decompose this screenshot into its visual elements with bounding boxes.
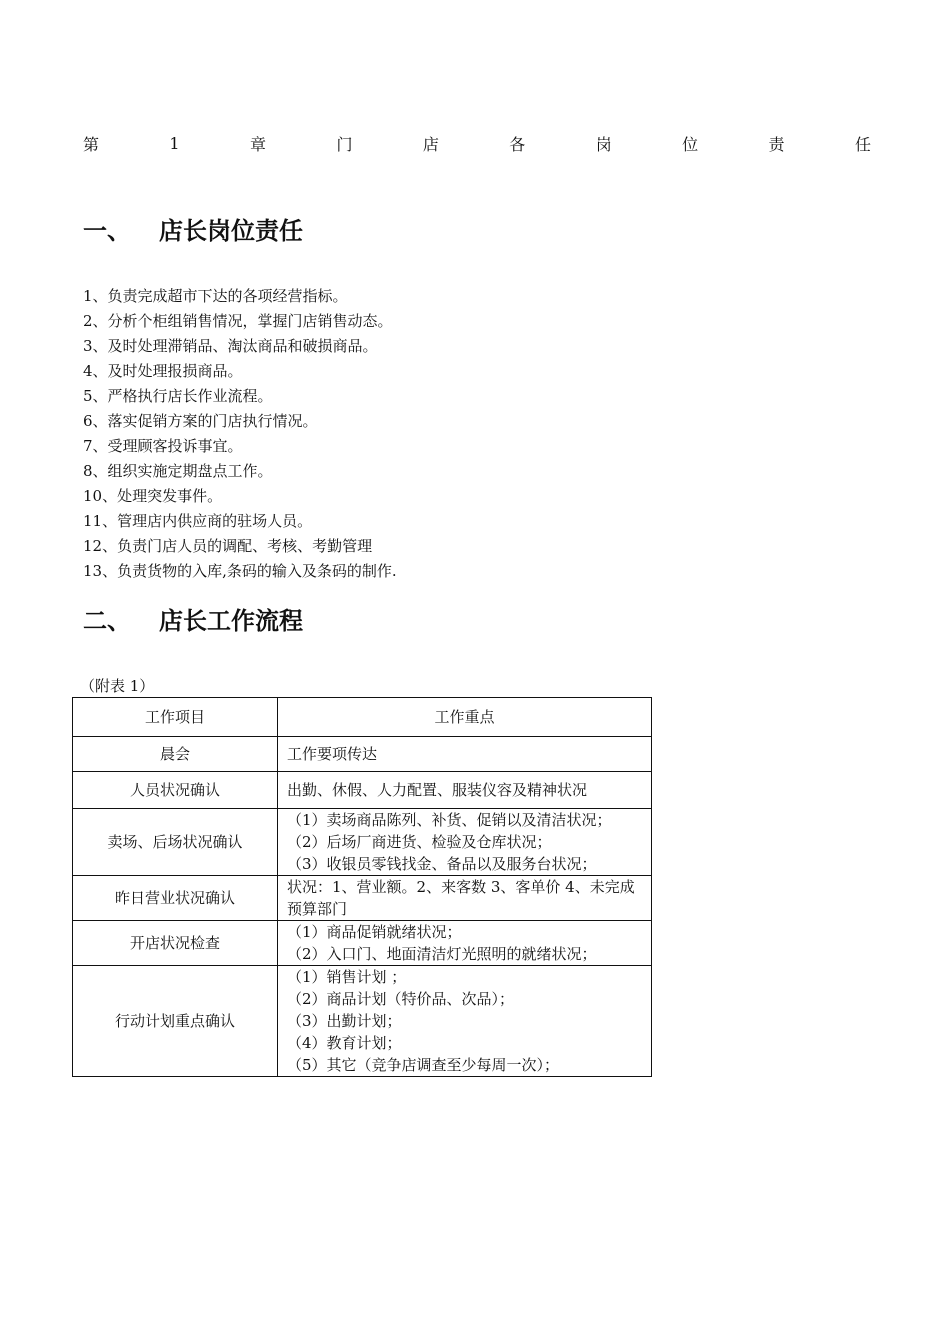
section-number: 一、 <box>83 217 131 245</box>
column-header-item: 工作项目 <box>73 698 278 737</box>
chapter-title <box>83 130 871 156</box>
duty-item: 1、负责完成超市下达的各项经营指标。 <box>83 287 348 305</box>
table-cell-focus <box>278 921 652 966</box>
duty-list <box>83 284 397 584</box>
duty-item: 7、受理顾客投诉事宜。 <box>83 437 243 455</box>
focus-line: （2）后场厂商进货、检验及仓库状况； <box>287 833 552 851</box>
section-title: 店长工作流程 <box>159 607 303 635</box>
table-cell-item: 人员状况确认 <box>73 772 278 809</box>
duty-item: 4、及时处理报损商品。 <box>83 362 243 380</box>
table-cell-item: 开店状况检查 <box>73 921 278 966</box>
table-cell-focus <box>278 876 652 921</box>
duty-item: 8、组织实施定期盘点工作。 <box>83 462 273 480</box>
table-row <box>73 737 652 772</box>
duty-item: 3、及时处理滞销品、淘汰商品和破损商品。 <box>83 337 378 355</box>
focus-line: （3）收银员零钱找金、备品以及服务台状况； <box>287 855 597 873</box>
chapter-title-char: 1 <box>169 133 180 153</box>
duty-item: 5、严格执行店长作业流程。 <box>83 387 273 405</box>
table-row <box>73 809 652 876</box>
table-header-row <box>73 698 652 737</box>
chapter-title-char: 各 <box>509 134 526 154</box>
focus-line: （1）商品促销就绪状况； <box>287 923 462 941</box>
focus-line: （1）卖场商品陈列、补货、促销以及清洁状况； <box>287 811 612 829</box>
duty-item: 2、分析个柜组销售情况，掌握门店销售动态。 <box>83 312 393 330</box>
table-row <box>73 772 652 809</box>
duty-item: 6、落实促销方案的门店执行情况。 <box>83 412 318 430</box>
chapter-title-char: 店 <box>422 134 439 154</box>
table-cell-item: 昨日营业状况确认 <box>73 876 278 921</box>
table-cell-item: 卖场、后场状况确认 <box>73 809 278 876</box>
table-row <box>73 921 652 966</box>
duty-item: 10、处理突发事件。 <box>83 487 223 505</box>
section-heading-store-manager-duties <box>83 214 303 248</box>
duty-item: 13、负责货物的入库,条码的输入及条码的制作. <box>83 562 397 580</box>
table-cell-focus <box>278 737 652 772</box>
table-cell-focus <box>278 966 652 1077</box>
section-heading-workflow <box>83 604 303 638</box>
focus-line: （2）入口门、地面清洁灯光照明的就绪状况； <box>287 945 597 963</box>
column-header-focus: 工作重点 <box>278 698 652 737</box>
chapter-title-char: 任 <box>854 134 871 154</box>
duty-item: 11、管理店内供应商的驻场人员。 <box>83 512 313 530</box>
chapter-title-char: 岗 <box>595 134 612 154</box>
focus-line: （1）销售计划 ； <box>287 968 407 986</box>
chapter-title-char: 章 <box>250 134 267 154</box>
focus-line: 出勤、休假、人力配置、服装仪容及精神状况 <box>287 781 588 799</box>
table-cell-focus <box>278 772 652 809</box>
focus-line: 状况：1、营业额。2、来客数 3、客单价 4、未完成预算部门 <box>287 878 635 918</box>
table-caption: （附表 1） <box>80 677 155 695</box>
section-number: 二、 <box>83 607 131 635</box>
focus-line: （2）商品计划（特价品、次品）； <box>287 990 515 1008</box>
focus-line: （3）出勤计划； <box>287 1012 402 1030</box>
table-row <box>73 966 652 1077</box>
table-cell-item: 晨会 <box>73 737 278 772</box>
table-cell-focus <box>278 809 652 876</box>
workflow-table <box>72 697 652 1077</box>
chapter-title-char: 第 <box>83 134 100 154</box>
table-row <box>73 876 652 921</box>
focus-line: （4）教育计划； <box>287 1034 402 1052</box>
section-title: 店长岗位责任 <box>159 217 303 245</box>
chapter-title-char: 责 <box>768 134 785 154</box>
focus-line: （5）其它（竞争店调查至少每周一次）； <box>287 1056 560 1074</box>
chapter-title-char: 门 <box>336 134 353 154</box>
focus-line: 工作要项传达 <box>287 745 378 763</box>
chapter-title-char: 位 <box>682 134 699 154</box>
duty-item: 12、负责门店人员的调配、考核、考勤管理 <box>83 537 373 555</box>
table-cell-item: 行动计划重点确认 <box>73 966 278 1077</box>
